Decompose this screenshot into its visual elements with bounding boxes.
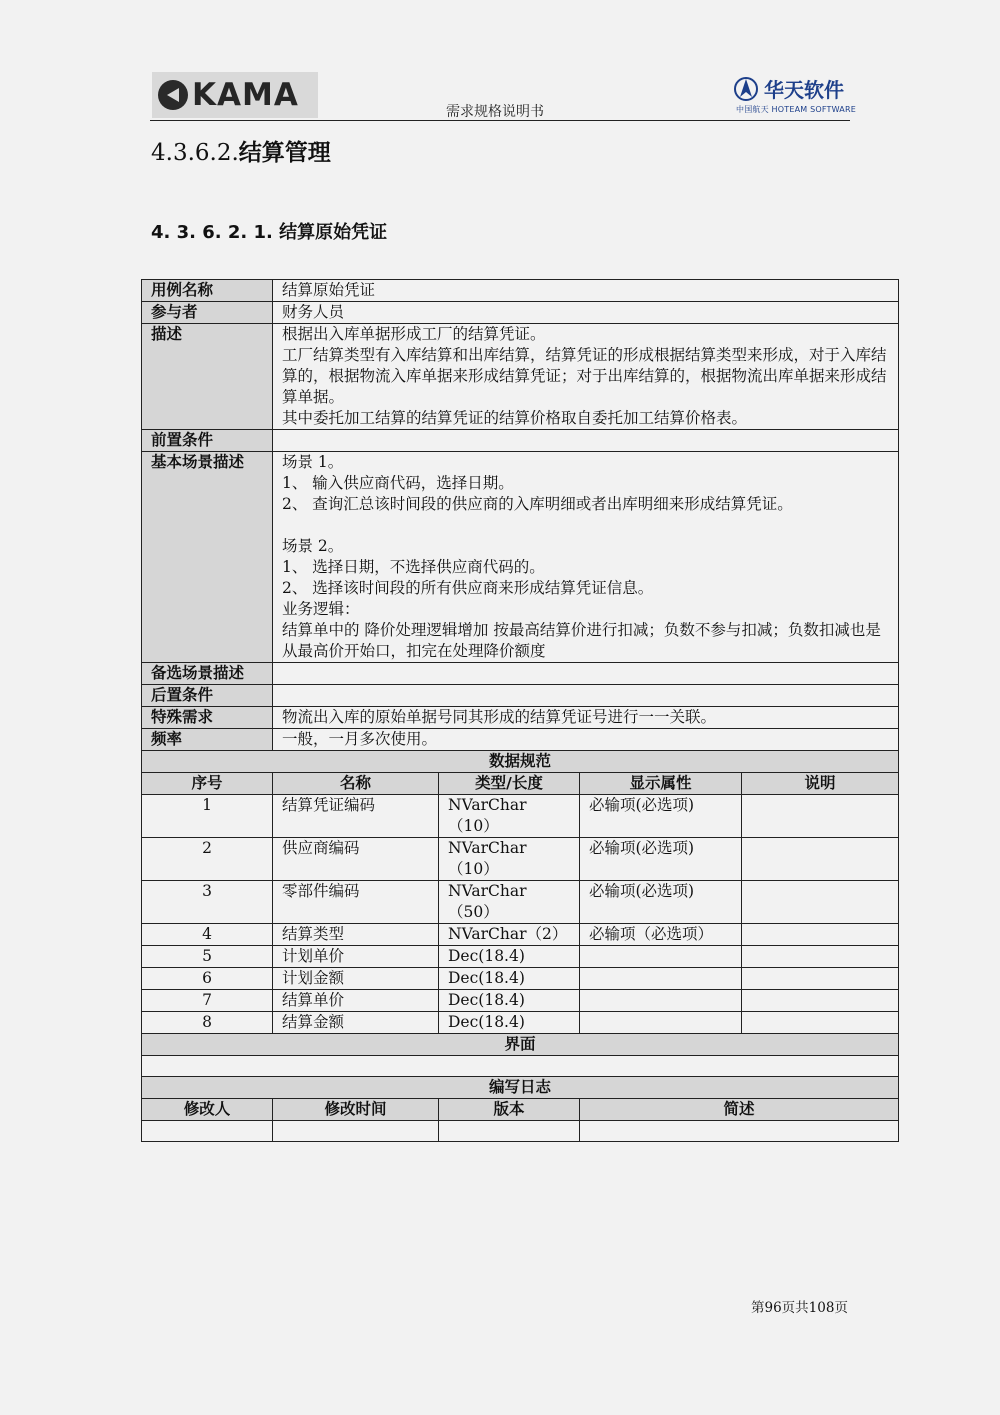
doc-title: 需求规格说明书 xyxy=(446,104,544,120)
interface-content xyxy=(142,1056,899,1077)
section-title: 结算管理 xyxy=(238,139,331,166)
row-precondition xyxy=(142,430,899,452)
scenario-line: 2、 查询汇总该时间段的供应商的入库明细或者出库明细来形成结算凭证。 xyxy=(282,495,793,513)
table-row xyxy=(142,946,899,968)
cell-note xyxy=(742,924,899,946)
cell-display: 必输项(必选项) xyxy=(580,838,742,881)
cell-no: 1 xyxy=(142,795,273,838)
data-spec-title-row xyxy=(142,751,899,773)
row-description xyxy=(142,324,899,430)
value-alt-scenario xyxy=(273,663,899,685)
row-actor xyxy=(142,302,899,324)
section-heading xyxy=(151,134,331,167)
label-basic-scenario: 基本场景描述 xyxy=(142,452,273,663)
cell-no: 5 xyxy=(142,946,273,968)
cell-no: 6 xyxy=(142,968,273,990)
label-usecase-name: 用例名称 xyxy=(142,280,273,302)
value-basic-scenario xyxy=(273,452,899,663)
kama-logo xyxy=(152,72,318,118)
cell-note xyxy=(742,1012,899,1034)
cell-no: 7 xyxy=(142,990,273,1012)
column-header: 显示属性 xyxy=(580,773,742,795)
table-row xyxy=(142,990,899,1012)
row-alt-scenario xyxy=(142,663,899,685)
column-header: 序号 xyxy=(142,773,273,795)
column-header: 类型/长度 xyxy=(439,773,580,795)
interface-title: 界面 xyxy=(142,1034,899,1056)
hoteam-subtitle: 中国航天 HOTEAM SOFTWARE xyxy=(736,105,856,114)
label-special: 特殊需求 xyxy=(142,707,273,729)
cell-name: 计划金额 xyxy=(273,968,439,990)
column-header: 修改时间 xyxy=(273,1099,439,1121)
cell-name: 计划单价 xyxy=(273,946,439,968)
interface-blank-row xyxy=(142,1056,899,1077)
usecase-table xyxy=(141,279,899,1142)
value-usecase-name: 结算原始凭证 xyxy=(273,280,899,302)
value-description xyxy=(273,324,899,430)
cell-no: 8 xyxy=(142,1012,273,1034)
row-basic-scenario xyxy=(142,452,899,663)
column-header: 版本 xyxy=(439,1099,580,1121)
scenario-line: 结算单中的 降价处理逻辑增加 按最高结算价进行扣减；负数不参与扣减；负数扣减也是从最高价开始口，扣完在处理降价额度 xyxy=(282,621,881,660)
scenario-line: 2、 选择该时间段的所有供应商来形成结算凭证信息。 xyxy=(282,579,654,597)
value-special: 物流出入库的原始单据号同其形成的结算凭证号进行一一关联。 xyxy=(273,707,899,729)
cell-display xyxy=(580,968,742,990)
table-row xyxy=(142,838,899,881)
log-cell xyxy=(142,1121,273,1142)
table-row xyxy=(142,795,899,838)
value-postcondition xyxy=(273,685,899,707)
log-title: 编写日志 xyxy=(142,1077,899,1099)
cell-no: 3 xyxy=(142,881,273,924)
cell-note xyxy=(742,795,899,838)
cell-name: 供应商编码 xyxy=(273,838,439,881)
log-cell xyxy=(273,1121,439,1142)
subsection-heading: 4. 3. 6. 2. 1. 结算原始凭证 xyxy=(151,222,388,243)
data-spec-header-row xyxy=(142,773,899,795)
label-precondition: 前置条件 xyxy=(142,430,273,452)
cell-note xyxy=(742,838,899,881)
table-row xyxy=(142,881,899,924)
cell-type: Dec(18.4) xyxy=(439,990,580,1012)
value-frequency: 一般，一月多次使用。 xyxy=(273,729,899,751)
row-special xyxy=(142,707,899,729)
cell-type: NVarChar（2） xyxy=(439,924,580,946)
column-header: 修改人 xyxy=(142,1099,273,1121)
kama-mark-icon xyxy=(158,80,188,110)
cell-type: NVarChar （50） xyxy=(439,881,580,924)
cell-name: 结算类型 xyxy=(273,924,439,946)
description-line: 工厂结算类型有入库结算和出库结算，结算凭证的形成根据结算类型来形成，对于入库结算的，根据物流入库单据来形成结算凭证；对于出库结算的，根据物流出库单据来形成结算单据。 xyxy=(282,346,887,406)
description-line: 其中委托加工结算的结算凭证的结算价格取自委托加工结算价格表。 xyxy=(282,409,748,427)
value-actor: 财务人员 xyxy=(273,302,899,324)
label-description: 描述 xyxy=(142,324,273,430)
row-postcondition xyxy=(142,685,899,707)
cell-display xyxy=(580,946,742,968)
column-header: 简述 xyxy=(580,1099,899,1121)
cell-note xyxy=(742,968,899,990)
header-divider xyxy=(150,120,850,121)
log-cell xyxy=(439,1121,580,1142)
cell-name: 结算金额 xyxy=(273,1012,439,1034)
label-actor: 参与者 xyxy=(142,302,273,324)
hoteam-logo xyxy=(734,72,854,116)
log-header-row xyxy=(142,1099,899,1121)
log-cell xyxy=(580,1121,899,1142)
scenario-line: 1、 输入供应商代码，选择日期。 xyxy=(282,474,514,492)
kama-logo-text: KAMA xyxy=(192,77,299,113)
cell-no: 2 xyxy=(142,838,273,881)
label-alt-scenario: 备选场景描述 xyxy=(142,663,273,685)
log-blank-row xyxy=(142,1121,899,1142)
scenario-line: 场景 1。 xyxy=(282,453,344,471)
table-row xyxy=(142,968,899,990)
scenario-line: 业务逻辑： xyxy=(282,600,360,618)
cell-no: 4 xyxy=(142,924,273,946)
table-row xyxy=(142,924,899,946)
cell-note xyxy=(742,881,899,924)
page-number: 第96页共108页 xyxy=(751,1300,848,1316)
row-usecase-name xyxy=(142,280,899,302)
cell-type: NVarChar （10） xyxy=(439,838,580,881)
label-postcondition: 后置条件 xyxy=(142,685,273,707)
log-title-row xyxy=(142,1077,899,1099)
description-line: 根据出入库单据形成工厂的结算凭证。 xyxy=(282,325,546,343)
scenario-line: 1、 选择日期，不选择供应商代码的。 xyxy=(282,558,545,576)
scenario-line xyxy=(282,515,889,536)
cell-type: Dec(18.4) xyxy=(439,1012,580,1034)
hoteam-brand: 华天软件 xyxy=(764,78,844,102)
cell-note xyxy=(742,990,899,1012)
hoteam-mark-icon xyxy=(734,76,758,102)
data-spec-title: 数据规范 xyxy=(142,751,899,773)
cell-name: 零部件编码 xyxy=(273,881,439,924)
cell-name: 结算单价 xyxy=(273,990,439,1012)
cell-display: 必输项(必选项) xyxy=(580,795,742,838)
table-row xyxy=(142,1012,899,1034)
section-number: 4.3.6.2. xyxy=(151,140,239,166)
cell-type: Dec(18.4) xyxy=(439,968,580,990)
column-header: 名称 xyxy=(273,773,439,795)
column-header: 说明 xyxy=(742,773,899,795)
cell-name: 结算凭证编码 xyxy=(273,795,439,838)
label-frequency: 频率 xyxy=(142,729,273,751)
interface-title-row xyxy=(142,1034,899,1056)
cell-type: NVarChar （10） xyxy=(439,795,580,838)
cell-display: 必输项(必选项) xyxy=(580,881,742,924)
cell-note xyxy=(742,946,899,968)
cell-display: 必输项（必选项） xyxy=(580,924,742,946)
row-frequency xyxy=(142,729,899,751)
cell-display xyxy=(580,990,742,1012)
cell-type: Dec(18.4) xyxy=(439,946,580,968)
cell-display xyxy=(580,1012,742,1034)
value-precondition xyxy=(273,430,899,452)
scenario-line: 场景 2。 xyxy=(282,537,344,555)
